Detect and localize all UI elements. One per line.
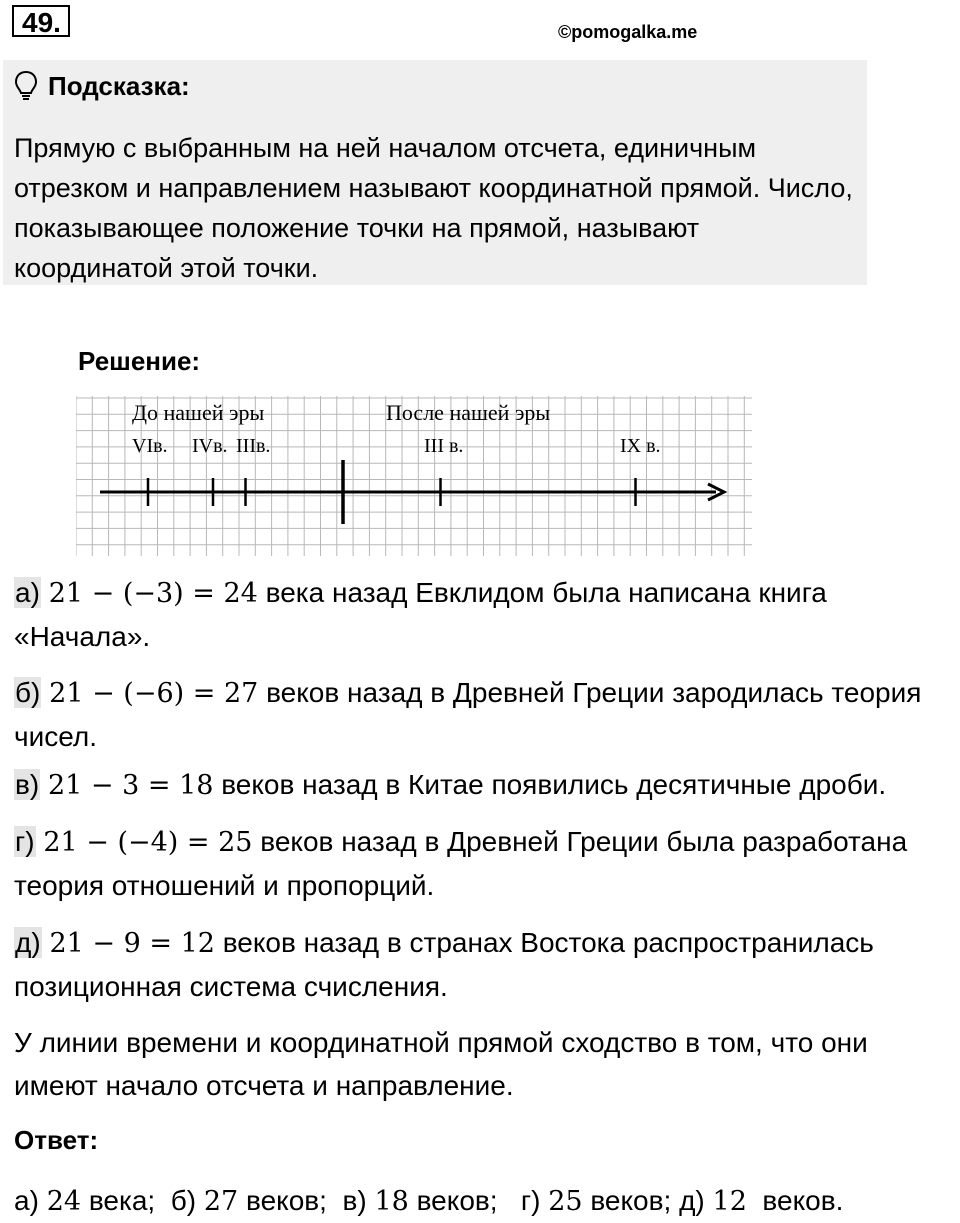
tick-label-iv: IVв. [192, 435, 228, 457]
answer-d-num: 12 [712, 1186, 747, 1217]
answer-g-word: веков; [582, 1185, 680, 1216]
item-text: веков назад в Древней Греции зародилась теория чисел. [14, 677, 922, 752]
item-letter: г) [15, 826, 35, 857]
item-formula: 21 − (−6) = 27 [49, 678, 259, 709]
item-formula: 21 − 3 = 18 [47, 770, 214, 801]
answer-b-word: веков; [238, 1185, 343, 1216]
item-g [14, 820, 958, 907]
item-letter: б) [15, 677, 41, 708]
tick-label-ix: IX в. [620, 435, 661, 457]
solution-title: Решение: [78, 346, 201, 376]
item-letter: д) [15, 927, 41, 958]
conclusion: У линии времени и координатной прямой сходство в том, что они имеют начало отсчета и направление. [14, 1027, 868, 1101]
timeline-figure [76, 396, 752, 556]
answer-b-prefix: б) [170, 1185, 204, 1216]
answer-d-word: веков. [746, 1185, 844, 1216]
answer-a-word: века; [81, 1185, 171, 1216]
answer-g-prefix: г) [520, 1185, 549, 1216]
label-ad: После нашей эры [386, 400, 551, 425]
answer-v-word: веков; [408, 1185, 521, 1216]
lightbulb-icon [14, 70, 38, 102]
answer-b-num: 27 [203, 1186, 239, 1217]
answer-a-prefix: а) [14, 1185, 47, 1216]
answer-line [14, 1179, 958, 1223]
item-text: веков назад в странах Востока распространилась позиционная система счисления. [14, 927, 874, 1002]
site-watermark: ©pomogalka.me [558, 22, 698, 42]
hint-text: Прямую с выбранным на ней началом отсчета, единичным отрезком и направлением называют координатной прямой. Число, показывающее положение точки на прямой, называют координатой этой точки. [14, 133, 853, 283]
item-formula: 21 − (−3) = 24 [48, 578, 258, 609]
item-letter: а) [15, 577, 40, 608]
item-d [14, 921, 958, 1008]
item-a [14, 571, 958, 658]
answer-v-num: 18 [374, 1186, 409, 1217]
item-text: века назад Евклидом была написана книга «Начала». [14, 577, 827, 652]
hint-header [14, 70, 190, 102]
item-v [14, 763, 958, 807]
answer-title: Ответ: [14, 1125, 99, 1155]
item-text: веков назад в Китае появились десятичные дроби. [213, 769, 887, 800]
item-formula: 21 − 9 = 12 [49, 928, 215, 959]
tick-label-iii-ad: III в. [424, 435, 464, 457]
answer-a-num: 24 [46, 1186, 82, 1217]
answer-v-prefix: в) [342, 1185, 375, 1216]
item-b [14, 671, 958, 758]
answer-g-num: 25 [548, 1186, 583, 1217]
item-text: веков назад в Древней Греции была разработана теория отношений и пропорций. [14, 826, 908, 901]
task-number: 49. [12, 5, 70, 37]
label-bc: До нашей эры [132, 400, 265, 425]
item-formula: 21 − (−4) = 25 [43, 827, 253, 858]
hint-title: Подсказка: [48, 70, 190, 101]
item-letter: в) [15, 769, 40, 800]
answer-d-prefix: д) [679, 1185, 713, 1216]
tick-label-iii-bc: IIIв. [236, 435, 271, 457]
tick-label-vi: VIв. [132, 435, 168, 457]
